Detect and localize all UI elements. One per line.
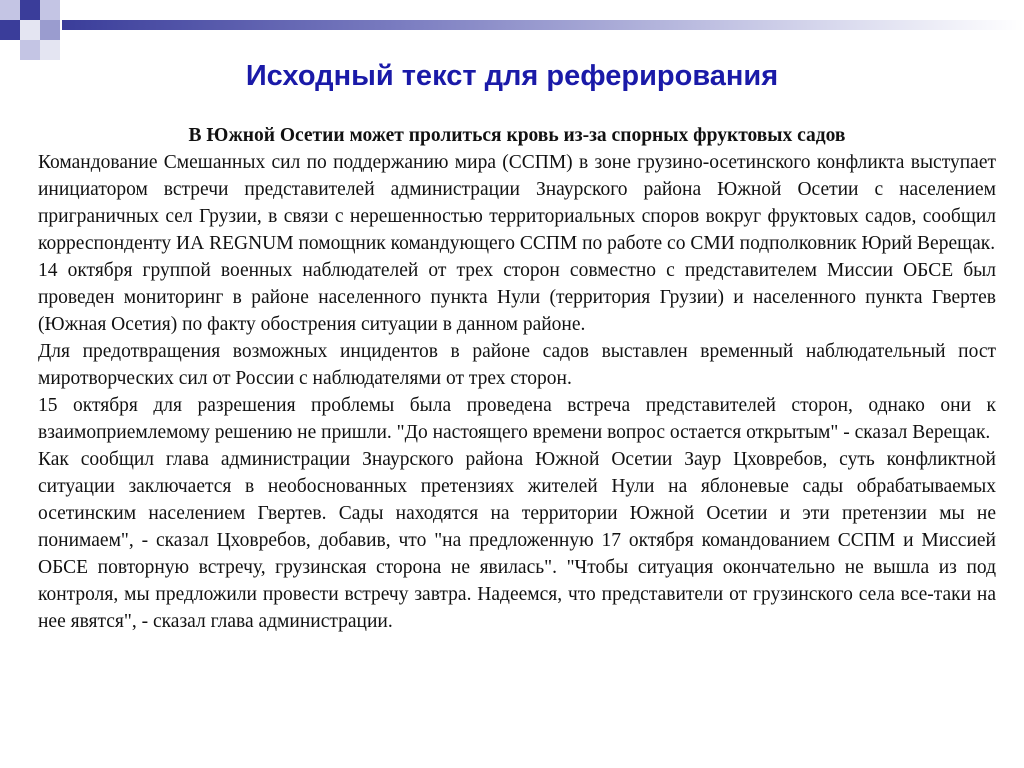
slide-title: Исходный текст для реферирования bbox=[245, 60, 779, 92]
decorative-gradient-bar bbox=[62, 20, 1024, 30]
decorative-squares bbox=[0, 0, 80, 64]
article-heading: В Южной Осетии может пролиться кровь из-за спорных фруктовых садов bbox=[188, 125, 846, 146]
article-paragraph-4: 15 октября для разрешения проблемы была проведена встреча представителей сторон, однако они к взаимоприемлемому решению не пришли. "До настоящего времени вопрос остается открытым" - сказал Верещак. bbox=[38, 395, 996, 443]
article-paragraph-1: Командование Смешанных сил по поддержанию мира (ССПМ) в зоне грузино-осетинского конфликта выступает инициатором встречи представителей администрации Знаурского района Южной Осетии с населением приграничных сел Грузии, в связи с нерешенностью территориальных споров вокруг фруктовых садов, сообщил корреспонденту ИА REGNUM помощник командующего ССПМ по работе со СМИ подполковник Юрий Верещак. bbox=[38, 152, 996, 254]
article bbox=[38, 122, 996, 635]
article-paragraph-3: Для предотвращения возможных инцидентов в районе садов выставлен временный наблюдательный пост миротворческих сил от России с наблюдателями от трех сторон. bbox=[38, 341, 996, 389]
article-paragraph-2: 14 октября группой военных наблюдателей от трех сторон совместно с представителем Миссии ОБСЕ был проведен мониторинг в районе населенного пункта Нули (территория Грузии) и населенного пункта Гвертев (Южная Осетия) по факту обострения ситуации в данном районе. bbox=[38, 260, 996, 335]
article-paragraph-5: Как сообщил глава администрации Знаурского района Южной Осетии Заур Цховребов, суть конфликтной ситуации заключается в необоснованных претензиях жителей Нули на яблоневые сады обрабатываемых осетинским населением Гвертев. Сады находятся на территории Южной Осетии и эти претензии мы не понимаем", - сказал Цховребов, добавив, что "на предложенную 17 октября командованием ССПМ и Миссией ОБСЕ повторную встречу, грузинская сторона не явилась". "Чтобы ситуация окончательно не вышла из под контроля, мы предложили провести встречу завтра. Надеемся, что представители от грузинского села все-таки на нее явятся", - сказал глава администрации. bbox=[38, 449, 996, 632]
